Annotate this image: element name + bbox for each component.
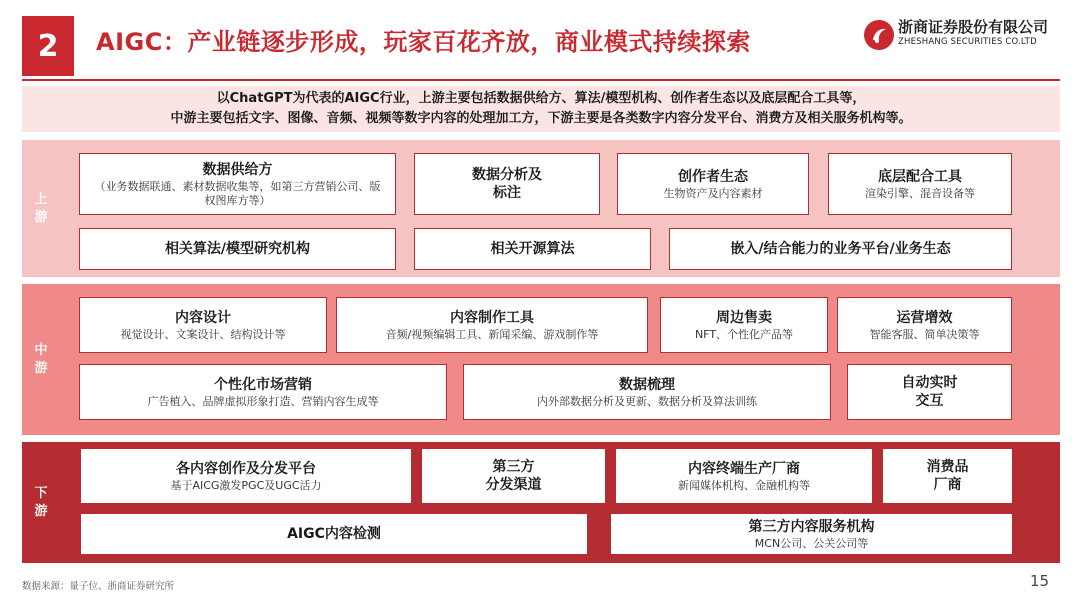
box-title-line-2: 厂商 bbox=[933, 477, 962, 493]
box-title: 周边售卖 bbox=[716, 309, 772, 326]
midstream-label-char-1: 中 bbox=[34, 342, 48, 358]
business-platform-box bbox=[669, 228, 1012, 270]
box-title: 数据梳理 bbox=[619, 376, 675, 393]
page-number: 15 bbox=[1030, 572, 1050, 590]
box-title: 创作者生态 bbox=[678, 168, 748, 185]
data-annotation-box bbox=[414, 153, 600, 215]
box-title: 内容制作工具 bbox=[450, 309, 534, 326]
downstream-label-char-1: 下 bbox=[34, 485, 48, 501]
box-title: 数据供给方 bbox=[202, 161, 273, 178]
upstream-label-char-1: 上 bbox=[34, 191, 48, 207]
box-title: 内容设计 bbox=[175, 309, 231, 326]
personalized-marketing-box bbox=[79, 364, 447, 420]
distribution-channel-box bbox=[422, 449, 605, 503]
box-subtitle: NFT、个性化产品等 bbox=[694, 327, 794, 341]
box-title: 内容终端生产厂商 bbox=[688, 460, 800, 477]
content-service-box bbox=[611, 514, 1012, 554]
box-title-line-1: 数据分析及 bbox=[472, 167, 542, 183]
intro-line-2: 中游主要包括文字、图像、音频、视频等数字内容的处理加工方，下游主要是各类数字内容分发平台、消费方及相关服务机构等。 bbox=[170, 111, 912, 126]
page-title: AIGC：产业链逐步形成，玩家百花齐放，商业模式持续探索 bbox=[96, 28, 751, 56]
box-title-line-2: 分发渠道 bbox=[485, 477, 542, 493]
consumer-goods-box bbox=[883, 449, 1012, 503]
operations-box bbox=[837, 297, 1012, 353]
company-name-cn: 浙商证券股份有限公司 bbox=[898, 18, 1049, 36]
downstream-label-char-2: 游 bbox=[34, 503, 48, 519]
box-subtitle: 内外部数据分析及更新、数据分析及算法训练 bbox=[537, 394, 757, 408]
box-title: AIGC内容检测 bbox=[287, 526, 381, 542]
upstream-label bbox=[22, 140, 60, 277]
box-subtitle: 生物资产及内容素材 bbox=[663, 186, 763, 200]
box-title-line-1: 第三方 bbox=[492, 459, 535, 475]
merchandise-box bbox=[660, 297, 828, 353]
aigc-detection-box bbox=[81, 514, 587, 554]
data-supplier-box bbox=[79, 153, 396, 215]
box-title-line-2: 交互 bbox=[915, 393, 944, 409]
box-title-line-2: 标注 bbox=[493, 185, 521, 201]
content-platform-box bbox=[81, 449, 411, 503]
company-logo-icon bbox=[864, 20, 894, 50]
realtime-interaction-box bbox=[847, 364, 1012, 420]
box-title: 运营增效 bbox=[896, 309, 953, 326]
box-subtitle: （业务数据联通、素材数据收集等，如第三方营销公司、版权图库方等） bbox=[94, 179, 381, 207]
intro-summary bbox=[22, 86, 1060, 132]
box-subtitle: 新闻媒体机构、金融机构等 bbox=[678, 478, 810, 492]
box-subtitle: 智能客服、简单决策等 bbox=[869, 327, 980, 341]
data-source-note: 数据来源：量子位、浙商证券研究所 bbox=[22, 581, 175, 592]
data-organization-box bbox=[463, 364, 831, 420]
upstream-label-char-2: 游 bbox=[34, 209, 48, 225]
algorithm-research-box bbox=[79, 228, 396, 270]
downstream-label bbox=[22, 442, 60, 563]
box-title: 各内容创作及分发平台 bbox=[176, 460, 316, 477]
midstream-label bbox=[22, 284, 60, 435]
box-subtitle: 视觉设计、文案设计、结构设计等 bbox=[120, 327, 286, 341]
box-subtitle: MCN公司、公关公司等 bbox=[754, 536, 869, 550]
open-source-algorithm-box bbox=[414, 228, 651, 270]
intro-line-1: 以ChatGPT为代表的AIGC行业，上游主要包括数据供给方、算法/模型机构、创作者生态以及底层配合工具等， bbox=[216, 91, 866, 106]
box-subtitle: 基于AICG激发PGC及UGC活力 bbox=[170, 478, 322, 492]
content-tools-box bbox=[336, 297, 648, 353]
header-divider bbox=[22, 79, 1060, 81]
box-title: 底层配合工具 bbox=[878, 168, 962, 185]
base-tools-box bbox=[828, 153, 1012, 215]
box-title: 嵌入/结合能力的业务平台/业务生态 bbox=[730, 241, 951, 257]
box-title: 第三方内容服务机构 bbox=[748, 518, 875, 535]
creator-ecosystem-box bbox=[617, 153, 809, 215]
box-subtitle: 广告植入、品牌虚拟形象打造、营销内容生成等 bbox=[147, 394, 379, 408]
box-title: 相关算法/模型研究机构 bbox=[164, 241, 311, 257]
terminal-producer-box bbox=[616, 449, 872, 503]
box-title: 个性化市场营销 bbox=[214, 376, 312, 393]
box-title-line-1: 消费品 bbox=[926, 459, 969, 475]
box-title: 相关开源算法 bbox=[490, 241, 575, 257]
company-name-en: ZHESHANG SECURITIES CO.LTD bbox=[898, 37, 1037, 47]
midstream-label-char-2: 游 bbox=[34, 360, 48, 376]
content-design-box bbox=[79, 297, 327, 353]
box-title-line-1: 自动实时 bbox=[901, 375, 958, 391]
box-subtitle: 渲染引擎、混音设备等 bbox=[865, 186, 975, 200]
box-subtitle: 音频/视频编辑工具、新闻采编、游戏制作等 bbox=[385, 327, 599, 341]
section-number-badge: 2 bbox=[22, 16, 74, 76]
